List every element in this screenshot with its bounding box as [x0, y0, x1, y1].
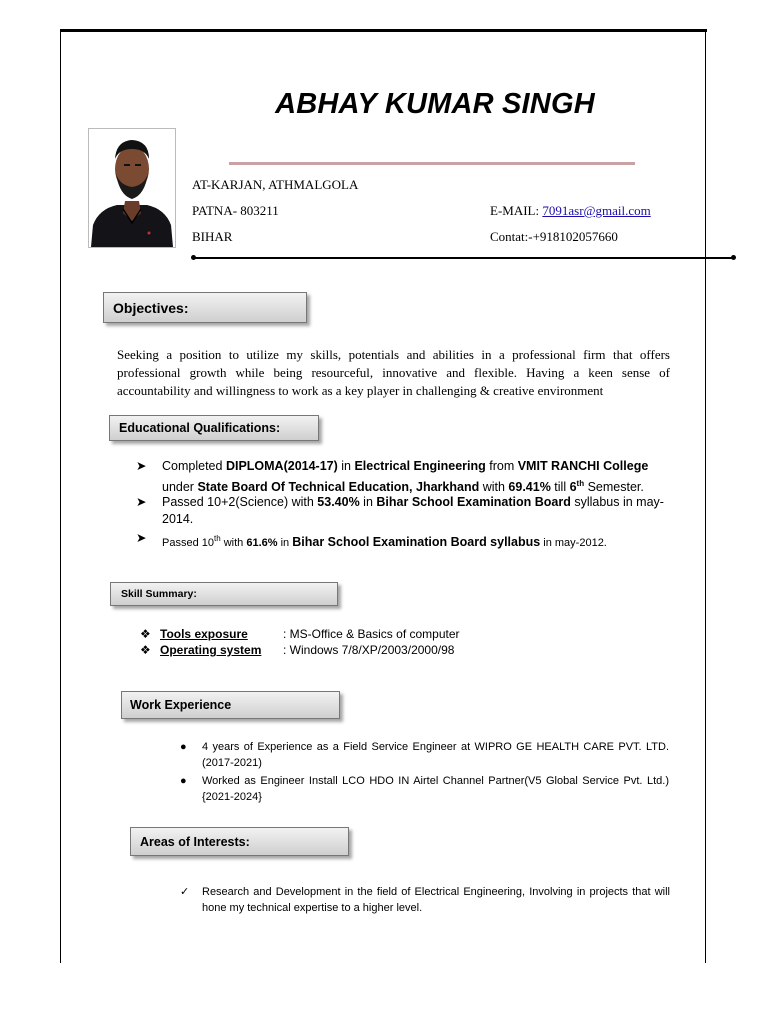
- profile-photo: [88, 128, 176, 248]
- address-line-2: PATNA- 803211: [192, 203, 279, 218]
- work-item-text: Worked as Engineer Install LCO HDO IN Airtel Channel Partner(V5 Global Service Pvt. Ltd.) {2021-2024}: [202, 775, 669, 803]
- arrow-bullet-icon: ➤: [136, 495, 147, 509]
- objectives-heading-label: Objectives:: [113, 299, 189, 316]
- education-item-10th: [136, 530, 670, 552]
- education-item-diploma: [136, 458, 670, 496]
- portrait-illustration: [89, 129, 175, 247]
- work-heading: [121, 691, 340, 719]
- work-item: [180, 739, 669, 771]
- education-item-text: Passed 10th with 61.6% in Bihar School Examination Board syllabus in may-2012.: [162, 534, 607, 550]
- education-heading: [109, 415, 319, 441]
- arrow-bullet-icon: ➤: [136, 459, 147, 473]
- objectives-heading: [103, 292, 307, 323]
- email-label: E-MAIL:: [490, 203, 543, 218]
- skill-label: Tools exposure: [160, 627, 248, 641]
- contact-number: Contat:-+918102057660: [490, 229, 618, 244]
- email-link[interactable]: 7091asr@gmail.com: [542, 203, 651, 218]
- interests-heading: [130, 827, 349, 856]
- check-bullet-icon: ✓: [180, 886, 190, 898]
- divider-end-left: [191, 255, 196, 260]
- skill-value: : Windows 7/8/XP/2003/2000/98: [283, 643, 455, 657]
- work-item-text: 4 years of Experience as a Field Service Engineer at WIPRO GE HEALTH CARE PVT. LTD. (2017-2021): [202, 741, 669, 769]
- arrow-bullet-icon: ➤: [136, 531, 147, 545]
- dot-bullet-icon: ●: [180, 741, 187, 753]
- diamond-bullet-icon: ❖: [140, 627, 151, 641]
- divider-end-right: [731, 255, 736, 260]
- skills-heading: [110, 582, 338, 606]
- skill-label: Operating system: [160, 643, 262, 657]
- education-item-text: Passed 10+2(Science) with 53.40% in Bihar School Examination Board syllabus in may- 2014.: [162, 495, 664, 526]
- work-item: [180, 773, 669, 805]
- skill-row-tools: [140, 627, 460, 641]
- page-top-border: [60, 29, 707, 32]
- name-underline: [229, 162, 635, 165]
- education-item-text: Completed DIPLOMA(2014-17) in Electrical Engineering from VMIT RANCHI College under State Board Of Technical Education, Jharkhand with 69.41% till 6th Semester.: [162, 459, 649, 495]
- skill-value: : MS-Office & Basics of computer: [283, 627, 460, 641]
- interest-item-text: Research and Development in the field of Electrical Engineering, Involving in projects that will hone my technical expertise to a higher level.: [202, 886, 670, 914]
- skill-row-os: [140, 643, 454, 657]
- dot-bullet-icon: ●: [180, 775, 187, 787]
- skills-heading-label: Skill Summary:: [121, 588, 197, 600]
- education-item-12th: [136, 494, 670, 528]
- page-right-border: [705, 29, 706, 963]
- education-heading-label: Educational Qualifications:: [119, 421, 281, 435]
- work-heading-label: Work Experience: [130, 698, 232, 712]
- email-row: [490, 203, 651, 219]
- page-left-border: [60, 29, 61, 963]
- header-divider: [194, 257, 734, 259]
- diamond-bullet-icon: ❖: [140, 643, 151, 657]
- address-line-1: AT-KARJAN, ATHMALGOLA: [192, 177, 359, 192]
- interests-heading-label: Areas of Interests:: [140, 834, 250, 849]
- objectives-text: Seeking a position to utilize my skills, potentials and abilities in a professional firm that offers professional growth while being resourceful, innovative and flexible. Having a keen sense of accountability and willingness to work as a key player in challenging & creative environment: [117, 347, 670, 398]
- address-line-3: BIHAR: [192, 229, 233, 244]
- interest-item: [180, 884, 670, 916]
- candidate-name: ABHAY KUMAR SINGH: [275, 88, 595, 120]
